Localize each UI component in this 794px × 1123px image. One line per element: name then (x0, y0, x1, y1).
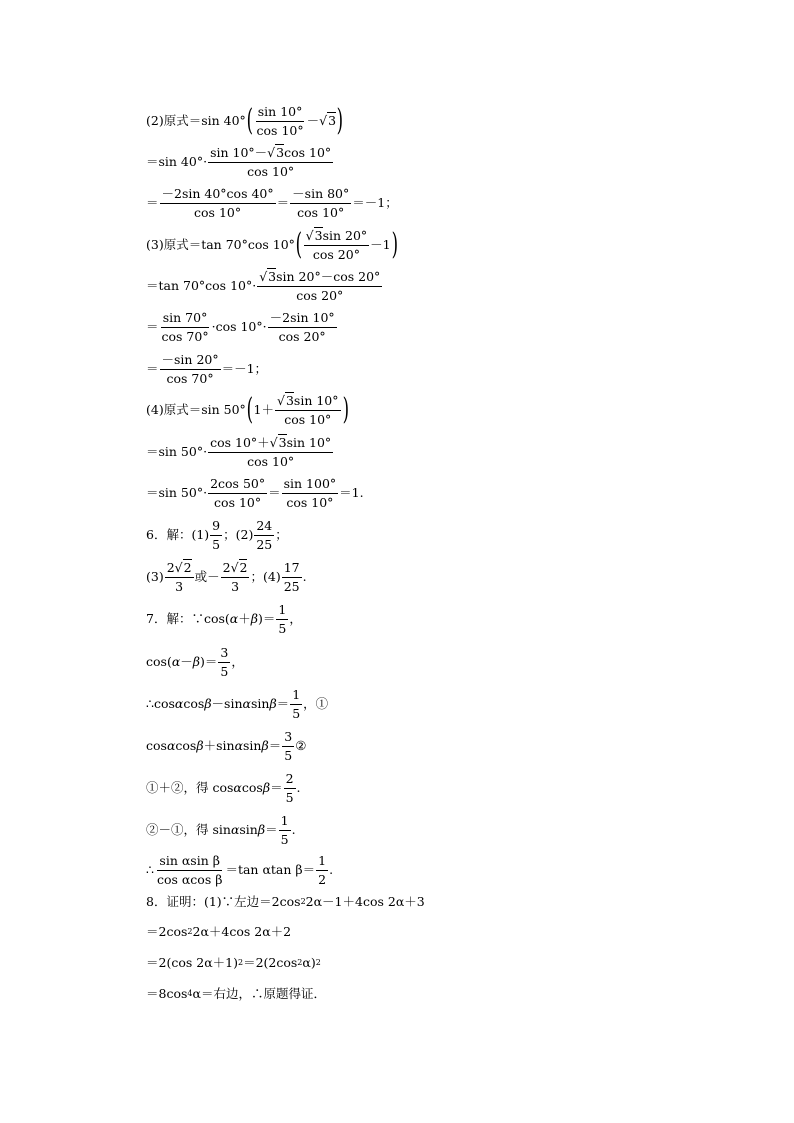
line-3-step3: ＝ $\frac{-\sin 20^\circ}{\cos 70^\circ}$ ＝－1； (146, 352, 268, 386)
line-2-original: (2)原式＝sin 40° ( $\frac{\sin 10^\circ}{\cos 10^\circ}$ － √3 ) (146, 103, 344, 139)
line-4-step2: ＝sin 50°· $\frac{2\cos 50^\circ}{\cos 10^\circ}$ ＝ $\frac{\sin 100^\circ}{\cos 10^\circ}$ ＝1. (146, 476, 364, 510)
sqrt: √3 (319, 112, 337, 128)
line-3-step2: ＝ $\frac{\sin 70^\circ}{\cos 70^\circ}$ ·cos 10°· $\frac{-2\sin 10^\circ}{\cos 20^\circ}$ (146, 310, 335, 344)
fraction: $\frac{1}{2}$ (318, 853, 327, 887)
fraction: $\frac{-2\sin 40^\circ\cos 40^\circ}{\cos 10^\circ}$ (161, 186, 274, 220)
fraction: $\frac{√3\sin 20^\circ}{\cos 20^\circ}$ (305, 228, 368, 262)
answer-6-line2: (3) $\frac{2√2}{3}$ 或－ $\frac{2√2}{3}$ ；(4) $\frac{17}{25}$ . (146, 560, 307, 594)
answer-7-line2: cos( α － β )＝ $\frac{3}{5}$ ， (146, 645, 244, 679)
fraction: $\frac{-\sin 80^\circ}{\cos 10^\circ}$ (292, 186, 350, 220)
fraction: $\frac{3}{5}$ (284, 729, 293, 763)
fraction: $\frac{2√2}{3}$ (166, 560, 192, 594)
text: (2)原式＝sin 40° (146, 112, 246, 128)
answer-6-line1: 6．解：(1) $\frac{9}{5}$ ；(2) $\frac{24}{25}$ ； (146, 518, 288, 552)
answer-7-line5: ①＋②，得 cos α cos β ＝ $\frac{2}{5}$ . (146, 771, 301, 805)
answer-8-line2: ＝2cos 2 2α＋4cos 2α＋2 (146, 924, 292, 939)
answer-7-line6: ②－①，得 sin α sin β ＝ $\frac{1}{5}$ . (146, 813, 296, 847)
answer-8-line3: ＝2(cos 2α＋1) 2 ＝2(2cos 2 α) 2 (146, 955, 321, 970)
fraction: $\frac{-2\sin 10^\circ}{\cos 20^\circ}$ (269, 310, 335, 344)
line-4-original: (4)原式＝sin 50° ( 1＋ $\frac{√3\sin 10^\circ}{\cos 10^\circ}$ ) (146, 392, 349, 428)
fraction: $\frac{3}{5}$ (220, 645, 229, 679)
fraction: $\frac{\cos 10^\circ+√3\sin 10^\circ}{\cos 10^\circ}$ (210, 435, 332, 469)
left-paren: ( (246, 103, 253, 139)
fraction: $\frac{-\sin 20^\circ}{\cos 70^\circ}$ (161, 352, 219, 386)
line-2-step1: ＝sin 40°· $\frac{\sin 10^\circ-√3\cos 10^\circ}{\cos 10^\circ}$ (146, 145, 332, 179)
fraction: $\frac{\sin 100^\circ}{\cos 10^\circ}$ (283, 476, 337, 510)
fraction: $\frac{\sin 10^\circ-√3\cos 10^\circ}{\cos 10^\circ}$ (210, 145, 332, 179)
fraction: $\frac{17}{25}$ (283, 560, 300, 594)
fraction: $\frac{\text{sin αsin β}}{\text{cos αcos β}}$ (156, 853, 223, 887)
right-paren: ) (336, 103, 344, 139)
fraction: $\frac{1}{5}$ (278, 602, 287, 636)
answer-7-line7: ∴ $\frac{\text{sin αsin β}}{\text{cos αcos β}}$ ＝tan αtan β＝ $\frac{1}{2}$ . (146, 853, 334, 887)
fraction: $\frac{2}{5}$ (285, 771, 294, 805)
fraction: $\frac{9}{5}$ (212, 518, 221, 552)
fraction: $\frac{2√2}{3}$ (222, 560, 248, 594)
fraction: $\frac{√3\sin 10^\circ}{\cos 10^\circ}$ (276, 393, 339, 427)
line-2-step2: ＝ $\frac{-2\sin 40^\circ\cos 40^\circ}{\cos 10^\circ}$ ＝ $\frac{-\sin 80^\circ}{\cos 10^\circ}$ ＝－1； (146, 186, 398, 220)
line-4-step1: ＝sin 50°· $\frac{\cos 10^\circ+√3\sin 10^\circ}{\cos 10^\circ}$ (146, 435, 332, 469)
answer-8-line4: ＝8cos 4 α＝右边，∴原题得证． (146, 986, 326, 1001)
line-3-original: (3)原式＝tan 70°cos 10° ( $\frac{√3\sin 20^\circ}{\cos 20^\circ}$ －1 ) (146, 227, 398, 263)
fraction: $\frac{\sin 70^\circ}{\cos 70^\circ}$ (161, 310, 209, 344)
answer-7-line3: ∴cos α cos β －sin α sin β ＝ $\frac{1}{5}$ ，① (146, 687, 329, 721)
fraction: $\frac{1}{5}$ (280, 813, 289, 847)
fraction: $\frac{2\cos 50^\circ}{\cos 10^\circ}$ (210, 476, 266, 510)
fraction: $\frac{1}{5}$ (292, 687, 301, 721)
answer-8-line1: 8．证明：(1)∵左边＝2cos 2 2α－1＋4cos 2α＋3 (146, 894, 425, 909)
fraction: $\frac{\sin 10^\circ}{\cos 10^\circ}$ (256, 104, 304, 138)
fraction: $\frac{√3\sin 20^\circ-\cos 20^\circ}{\cos 20^\circ}$ (259, 269, 381, 303)
answer-7-line4: cos α cos β ＋sin α sin β ＝ $\frac{3}{5}$ ② (146, 729, 307, 763)
answer-7-line1: 7．解：∵cos( α ＋ β )＝ $\frac{1}{5}$ ， (146, 602, 302, 636)
fraction: $\frac{24}{25}$ (256, 518, 273, 552)
line-3-step1: ＝tan 70°cos 10°· $\frac{√3\sin 20^\circ-\cos 20^\circ}{\cos 20^\circ}$ (146, 269, 381, 303)
